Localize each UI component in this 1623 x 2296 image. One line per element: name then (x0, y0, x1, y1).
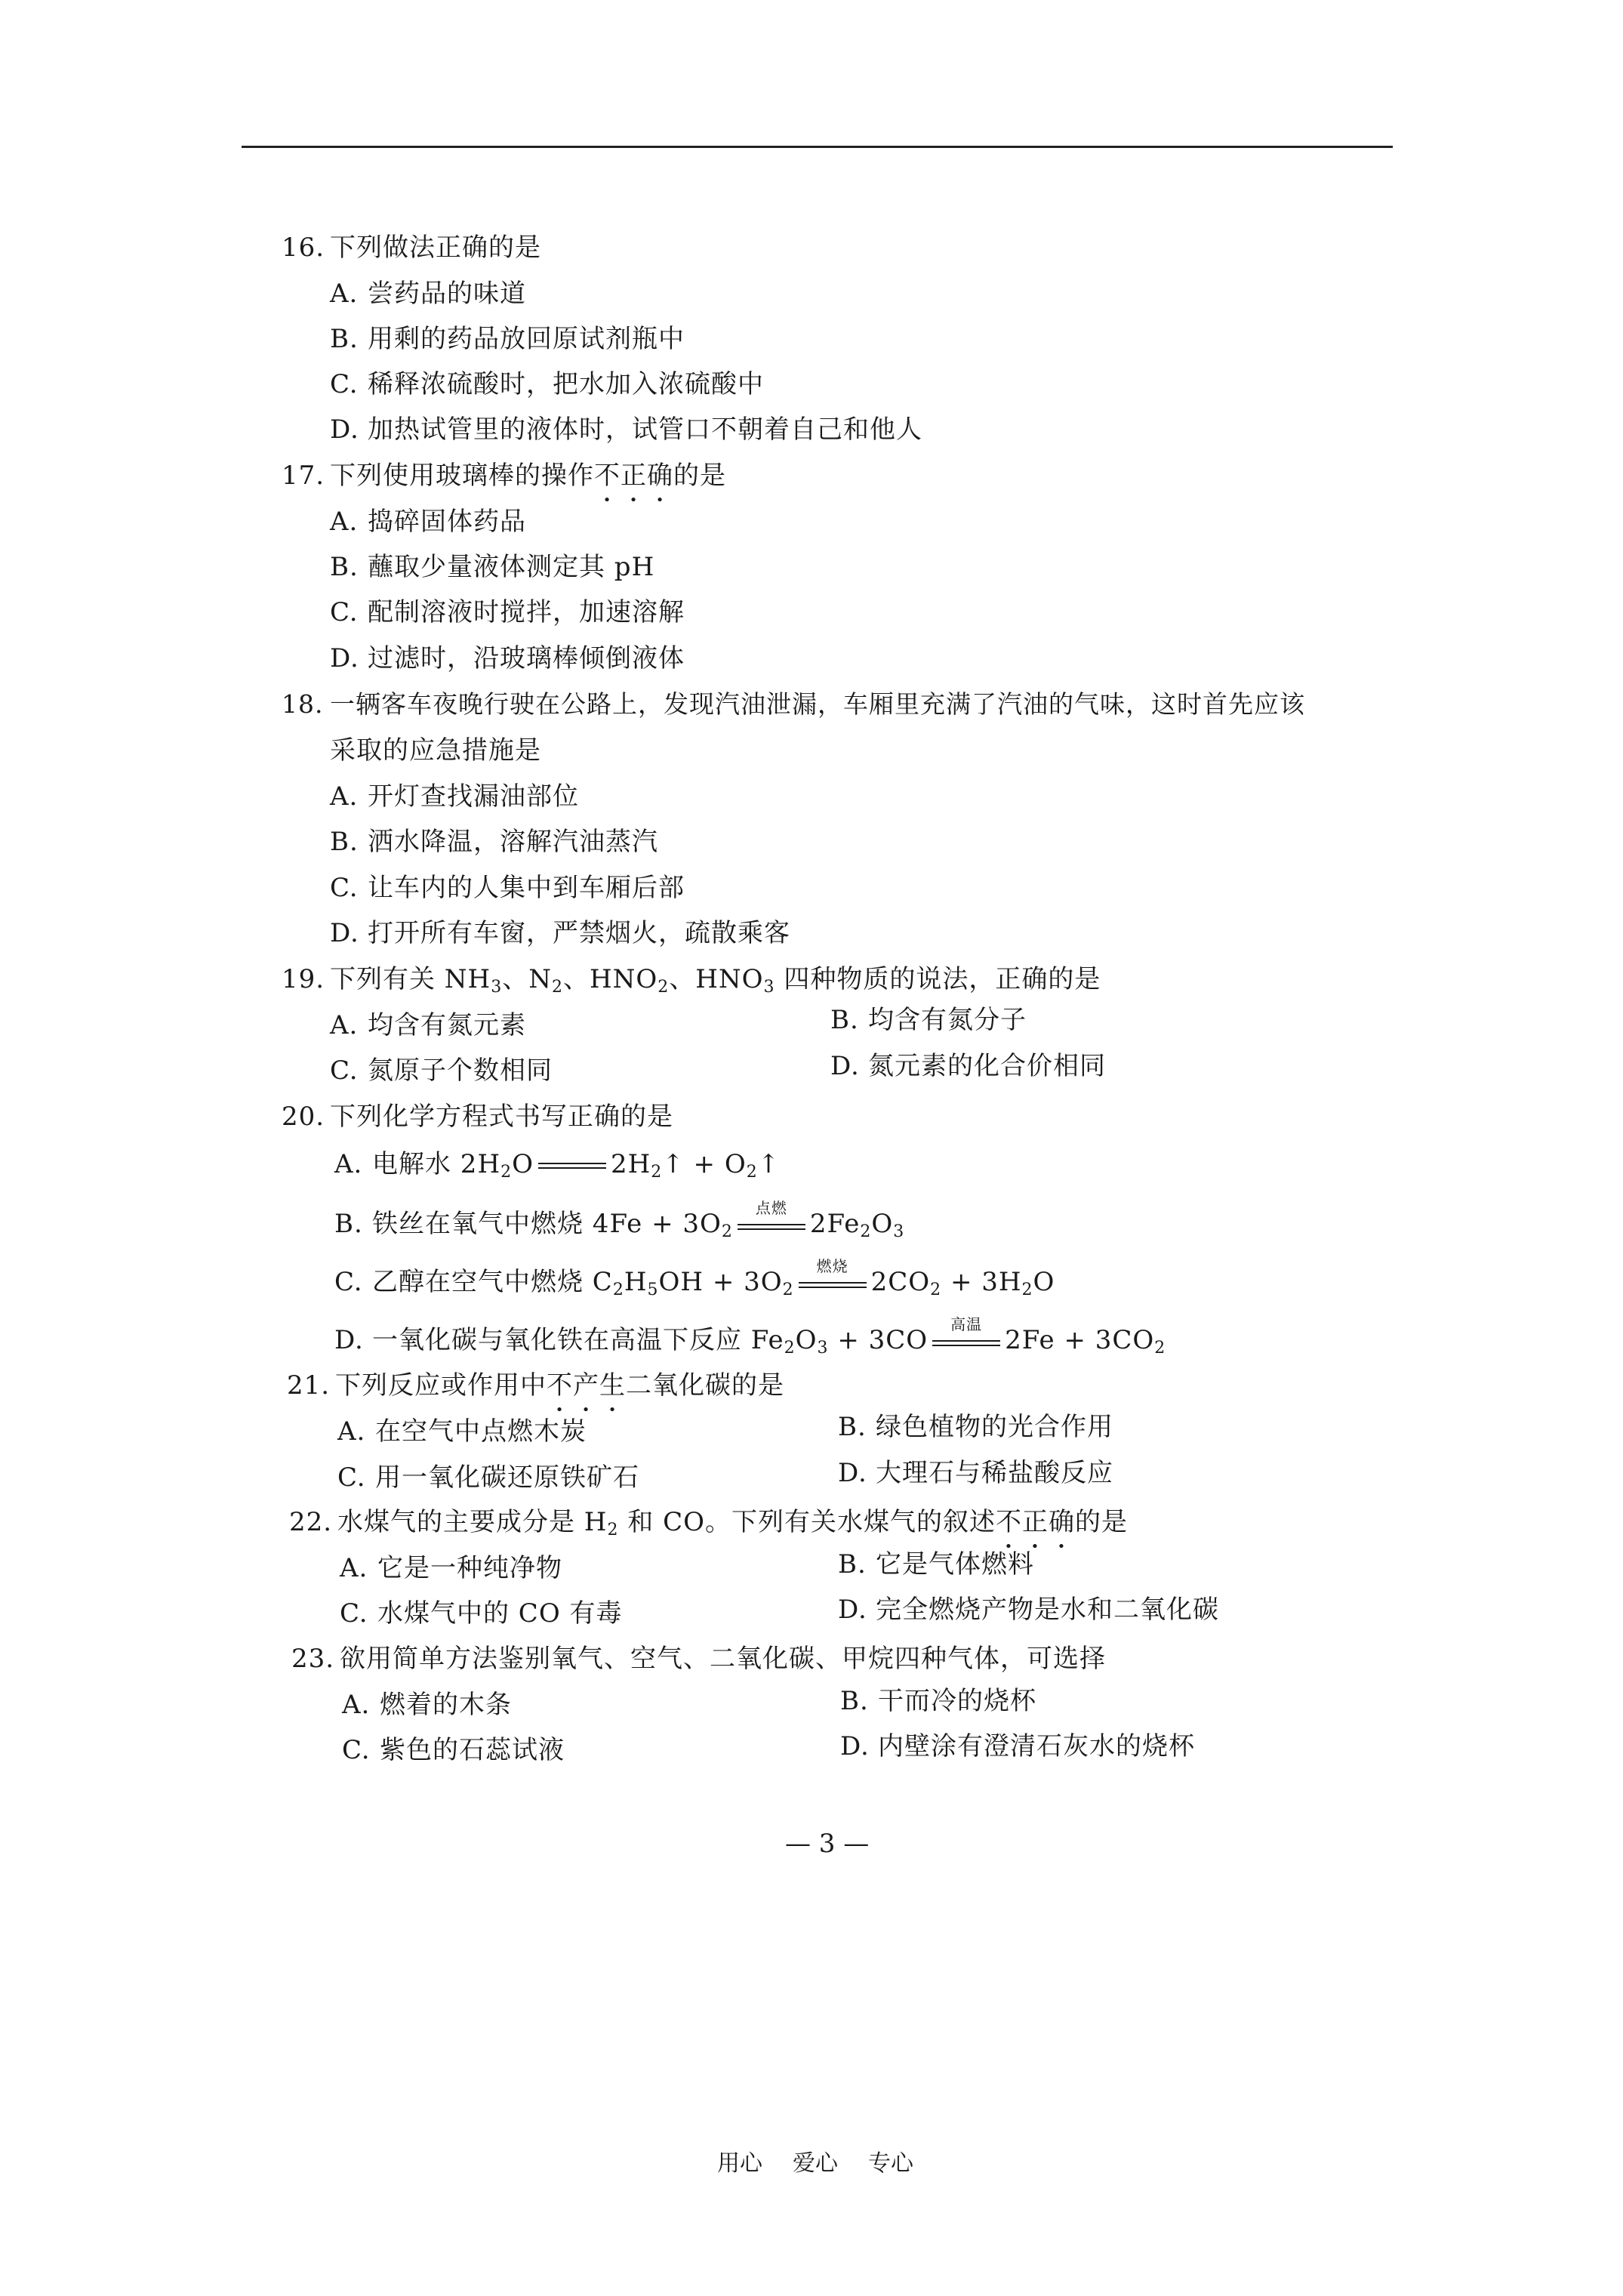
question-16-option-b: B. 用剩的药品放回原试剂瓶中 (330, 324, 685, 354)
footer-word: 用心 (717, 2150, 762, 2177)
question-22-stem: 22. 水煤气的主要成分是 $H_2$ 和 CO。下列有关水煤气的叙述不正确的是 (289, 1507, 1128, 1539)
header-rule (242, 146, 1393, 148)
question-19-option-c: C. 氮原子个数相同 (330, 1056, 553, 1086)
question-16-stem: 16. 下列做法正确的是 (282, 233, 541, 263)
page-number: — 3 — (785, 1829, 870, 1859)
question-23-option-d: D. 内壁涂有澄清石灰水的烧杯 (840, 1731, 1195, 1761)
question-17-option-a: A. 捣碎固体药品 (330, 507, 526, 537)
question-21-option-b: B. 绿色植物的光合作用 (838, 1412, 1113, 1442)
question-23-option-b: B. 干而冷的烧杯 (840, 1686, 1036, 1716)
question-21-option-a: A. 在空气中点燃木炭 (337, 1416, 587, 1447)
question-19-option-d: D. 氮元素的化合价相同 (830, 1051, 1106, 1081)
question-17-stem: 17. 下列使用玻璃棒的操作不正确的是 (282, 461, 726, 491)
question-20-option-b: B. 铁丝在氧气中燃烧 $4Fe + 3O_2$ 点燃 $2Fe_2O_3$ (334, 1199, 905, 1241)
question-18-option-d: D. 打开所有车窗，严禁烟火，疏散乘客 (330, 918, 790, 948)
question-22-option-a: A. 它是一种纯净物 (340, 1553, 562, 1583)
question-16-option-a: A. 尝药品的味道 (330, 279, 526, 309)
question-18-option-b: B. 洒水降温，溶解汽油蒸汽 (330, 827, 658, 857)
question-20-option-a: A. 电解水 $2H_2O$ $2H_2↑$ + $O_2↑$ (334, 1149, 781, 1182)
question-23-stem: 23. 欲用简单方法鉴别氧气、空气、二氧化碳、甲烷四种气体，可选择 (291, 1644, 1106, 1674)
question-18-option-c: C. 让车内的人集中到车厢后部 (330, 873, 685, 903)
question-19-stem: 19. 下列有关 $NH_3$、$N_2$、$HNO_2$、$HNO_3$ 四种物质的说法，正确的是 (282, 964, 1101, 997)
question-20-option-d: D. 一氧化碳与氧化铁在高温下反应 $Fe_2O_3 + 3CO$ 高温 $2Fe + 3CO_2$ (334, 1315, 1166, 1358)
question-20-option-c: C. 乙醇在空气中燃烧 $C_2H_5OH + 3O_2$ 燃烧 $2CO_2 + 3H_2O$ (334, 1257, 1055, 1299)
question-16-option-d: D. 加热试管里的液体时，试管口不朝着自己和他人 (330, 415, 922, 445)
reaction-condition-high-temp: 高温 (932, 1327, 1000, 1357)
question-22-option-b: B. 它是气体燃料 (838, 1549, 1034, 1579)
question-17-option-d: D. 过滤时，沿玻璃棒倾倒液体 (330, 643, 685, 673)
footer-word: 专心 (868, 2150, 913, 2177)
question-17-option-b: B. 蘸取少量液体测定其 pH (330, 552, 655, 582)
question-20-stem: 20. 下列化学方程式书写正确的是 (282, 1102, 673, 1132)
question-21-option-d: D. 大理石与稀盐酸反应 (838, 1458, 1113, 1488)
equation-sign (538, 1151, 606, 1181)
question-22-option-d: D. 完全燃烧产物是水和二氧化碳 (838, 1595, 1219, 1625)
question-21-stem: 21. 下列反应或作用中不产生二氧化碳的是 (287, 1370, 784, 1401)
question-16-option-c: C. 稀释浓硫酸时，把水加入浓硫酸中 (330, 369, 764, 399)
question-18-stem-line2: 采取的应急措施是 (330, 735, 541, 766)
reaction-condition-burn: 燃烧 (799, 1268, 867, 1299)
footer-word: 爱心 (793, 2150, 838, 2177)
question-18-stem-line1: 18. 一辆客车夜晚行驶在公路上，发现汽油泄漏，车厢里充满了汽油的气味，这时首先应该 (282, 689, 1305, 719)
question-23-option-a: A. 燃着的木条 (342, 1690, 512, 1720)
question-19-option-a: A. 均含有氮元素 (330, 1010, 526, 1040)
question-22-option-c: C. 水煤气中的 CO 有毒 (340, 1598, 623, 1629)
page-footer (717, 2144, 944, 2177)
reaction-condition-ignite: 点燃 (738, 1210, 805, 1240)
question-18-option-a: A. 开灯查找漏油部位 (330, 781, 579, 812)
question-21-option-c: C. 用一氧化碳还原铁矿石 (337, 1462, 639, 1493)
question-23-option-c: C. 紫色的石蕊试液 (342, 1735, 565, 1765)
question-19-option-b: B. 均含有氮分子 (830, 1005, 1027, 1035)
question-17-option-c: C. 配制溶液时搅拌，加速溶解 (330, 597, 685, 627)
